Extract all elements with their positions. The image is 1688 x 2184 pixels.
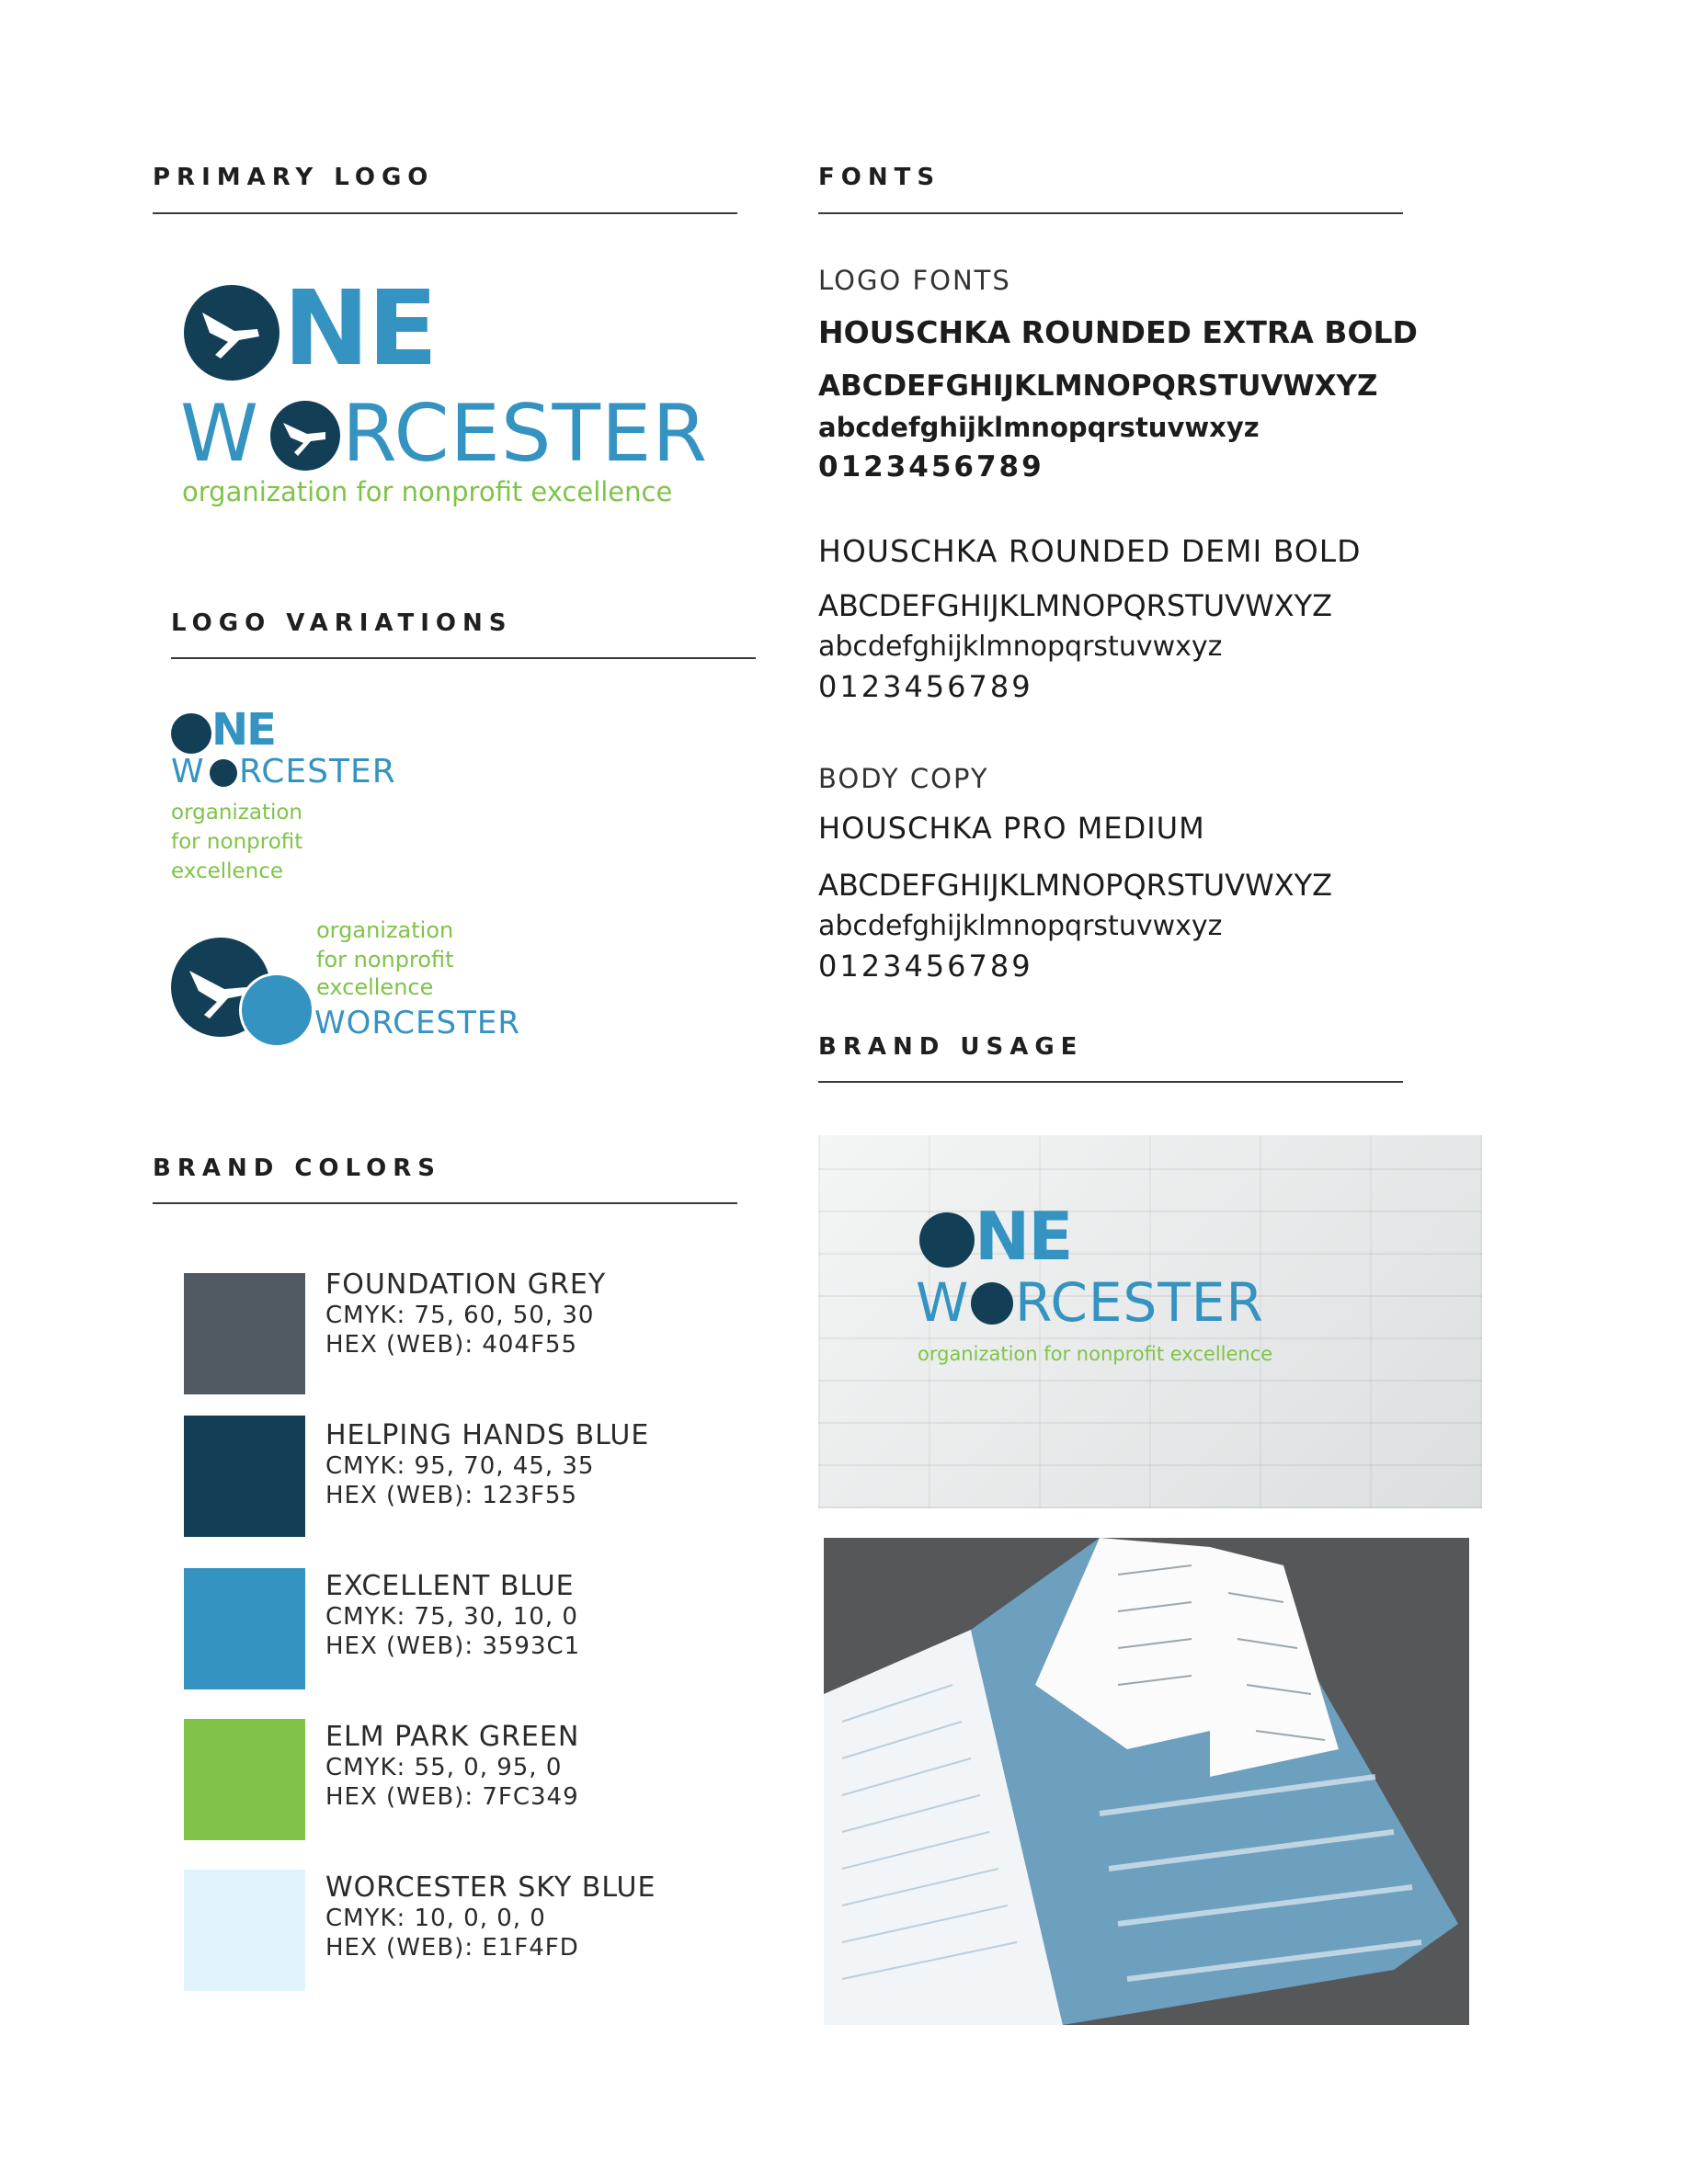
primary-logo-rule bbox=[153, 212, 737, 214]
body-copy-label: BODY COPY bbox=[818, 763, 989, 794]
font-medium-upper: ABCDEFGHIJKLMNOPQRSTUVWXYZ bbox=[818, 868, 1333, 903]
logo-one-text: NE bbox=[283, 269, 437, 389]
color-cmyk: CMYK: 75, 30, 10, 0 bbox=[325, 1603, 578, 1631]
brand-colors-heading: BRAND COLORS bbox=[153, 1155, 442, 1182]
logo-variation-stacked bbox=[171, 704, 447, 884]
horizontal-tag-2: for nonprofit bbox=[316, 947, 454, 973]
font-demi-bold-name: HOUSCHKA ROUNDED DEMI BOLD bbox=[818, 533, 1362, 569]
mockup-tagline: organization for nonprofit excellence bbox=[918, 1343, 1273, 1365]
variation-tag-2: for nonprofit bbox=[171, 830, 303, 854]
font-extra-bold-lower: abcdefghijklmnopqrstuvwxyz bbox=[818, 412, 1260, 443]
font-demi-bold-upper: ABCDEFGHIJKLMNOPQRSTUVWXYZ bbox=[818, 588, 1333, 623]
logo-variations-rule bbox=[171, 657, 756, 659]
font-extra-bold-name: HOUSCHKA ROUNDED EXTRA BOLD bbox=[818, 314, 1418, 350]
logo-fonts-label: LOGO FONTS bbox=[818, 265, 1011, 296]
variation-tag-3: excellence bbox=[171, 859, 284, 883]
swatch-worcester-sky-blue bbox=[184, 1870, 305, 1991]
hand-circle-icon bbox=[919, 1212, 975, 1268]
color-hex: HEX (WEB): 7FC349 bbox=[325, 1783, 579, 1811]
brand-usage-rule bbox=[818, 1081, 1403, 1083]
primary-logo-heading: PRIMARY LOGO bbox=[153, 164, 435, 191]
logo-tagline: organization for nonprofit excellence bbox=[182, 476, 673, 507]
hand-circle-icon bbox=[184, 285, 279, 381]
font-medium-name: HOUSCHKA PRO MEDIUM bbox=[818, 811, 1205, 846]
color-cmyk: CMYK: 55, 0, 95, 0 bbox=[325, 1754, 563, 1781]
color-name: WORCESTER SKY BLUE bbox=[325, 1871, 656, 1904]
color-cmyk: CMYK: 10, 0, 0, 0 bbox=[325, 1905, 546, 1932]
hand-circle-small-icon bbox=[210, 759, 237, 787]
logo-worcester-w: W bbox=[180, 388, 260, 480]
hand-circle-small-icon bbox=[270, 401, 340, 471]
fonts-heading: FONTS bbox=[818, 164, 941, 191]
swatch-foundation-grey bbox=[184, 1273, 305, 1394]
swatch-excellent-blue bbox=[184, 1568, 305, 1689]
logo-variations-heading: LOGO VARIATIONS bbox=[171, 609, 513, 637]
mockup-w: W bbox=[916, 1271, 970, 1334]
color-hex: HEX (WEB): 3593C1 bbox=[325, 1632, 581, 1660]
fonts-rule bbox=[818, 212, 1403, 214]
horizontal-worcester: WORCESTER bbox=[314, 1005, 520, 1041]
variation-w: W bbox=[171, 753, 205, 791]
hand-circle-blue-icon bbox=[239, 973, 314, 1048]
brand-colors-rule bbox=[153, 1202, 737, 1204]
font-demi-bold-digits: 0123456789 bbox=[818, 669, 1033, 704]
mockup-rest: RCESTER bbox=[1015, 1271, 1264, 1334]
color-hex: HEX (WEB): 404F55 bbox=[325, 1331, 578, 1359]
variation-tag-1: organization bbox=[171, 801, 303, 825]
color-name: HELPING HANDS BLUE bbox=[325, 1419, 650, 1451]
hand-circle-icon bbox=[171, 713, 211, 754]
variation-one-text: NE bbox=[211, 704, 275, 756]
logo-variation-horizontal bbox=[171, 916, 539, 1053]
report-book-mockup bbox=[824, 1538, 1469, 2025]
font-extra-bold-upper: ABCDEFGHIJKLMNOPQRSTUVWXYZ bbox=[818, 370, 1378, 403]
font-medium-digits: 0123456789 bbox=[818, 949, 1033, 984]
font-medium-lower: abcdefghijklmnopqrstuvwxyz bbox=[818, 910, 1223, 942]
hand-circle-small-icon bbox=[971, 1282, 1013, 1325]
color-name: EXCELLENT BLUE bbox=[325, 1570, 575, 1602]
color-cmyk: CMYK: 75, 60, 50, 30 bbox=[325, 1302, 595, 1329]
logo-worcester-rest: RCESTER bbox=[342, 388, 709, 480]
color-cmyk: CMYK: 95, 70, 45, 35 bbox=[325, 1452, 595, 1480]
horizontal-tag-3: excellence bbox=[316, 974, 434, 1000]
brick-wall-mockup bbox=[818, 1135, 1482, 1508]
color-hex: HEX (WEB): E1F4FD bbox=[325, 1934, 579, 1962]
font-extra-bold-digits: 0123456789 bbox=[818, 450, 1044, 483]
color-hex: HEX (WEB): 123F55 bbox=[325, 1482, 578, 1509]
mockup-one-text: NE bbox=[975, 1198, 1072, 1275]
variation-rest: RCESTER bbox=[239, 753, 396, 791]
color-name: ELM PARK GREEN bbox=[325, 1721, 580, 1753]
font-demi-bold-lower: abcdefghijklmnopqrstuvwxyz bbox=[818, 631, 1223, 663]
swatch-helping-hands-blue bbox=[184, 1416, 305, 1537]
horizontal-tag-1: organization bbox=[316, 917, 454, 943]
swatch-elm-park-green bbox=[184, 1719, 305, 1840]
color-name: FOUNDATION GREY bbox=[325, 1268, 607, 1301]
primary-logo bbox=[180, 269, 750, 520]
brand-usage-heading: BRAND USAGE bbox=[818, 1033, 1084, 1061]
